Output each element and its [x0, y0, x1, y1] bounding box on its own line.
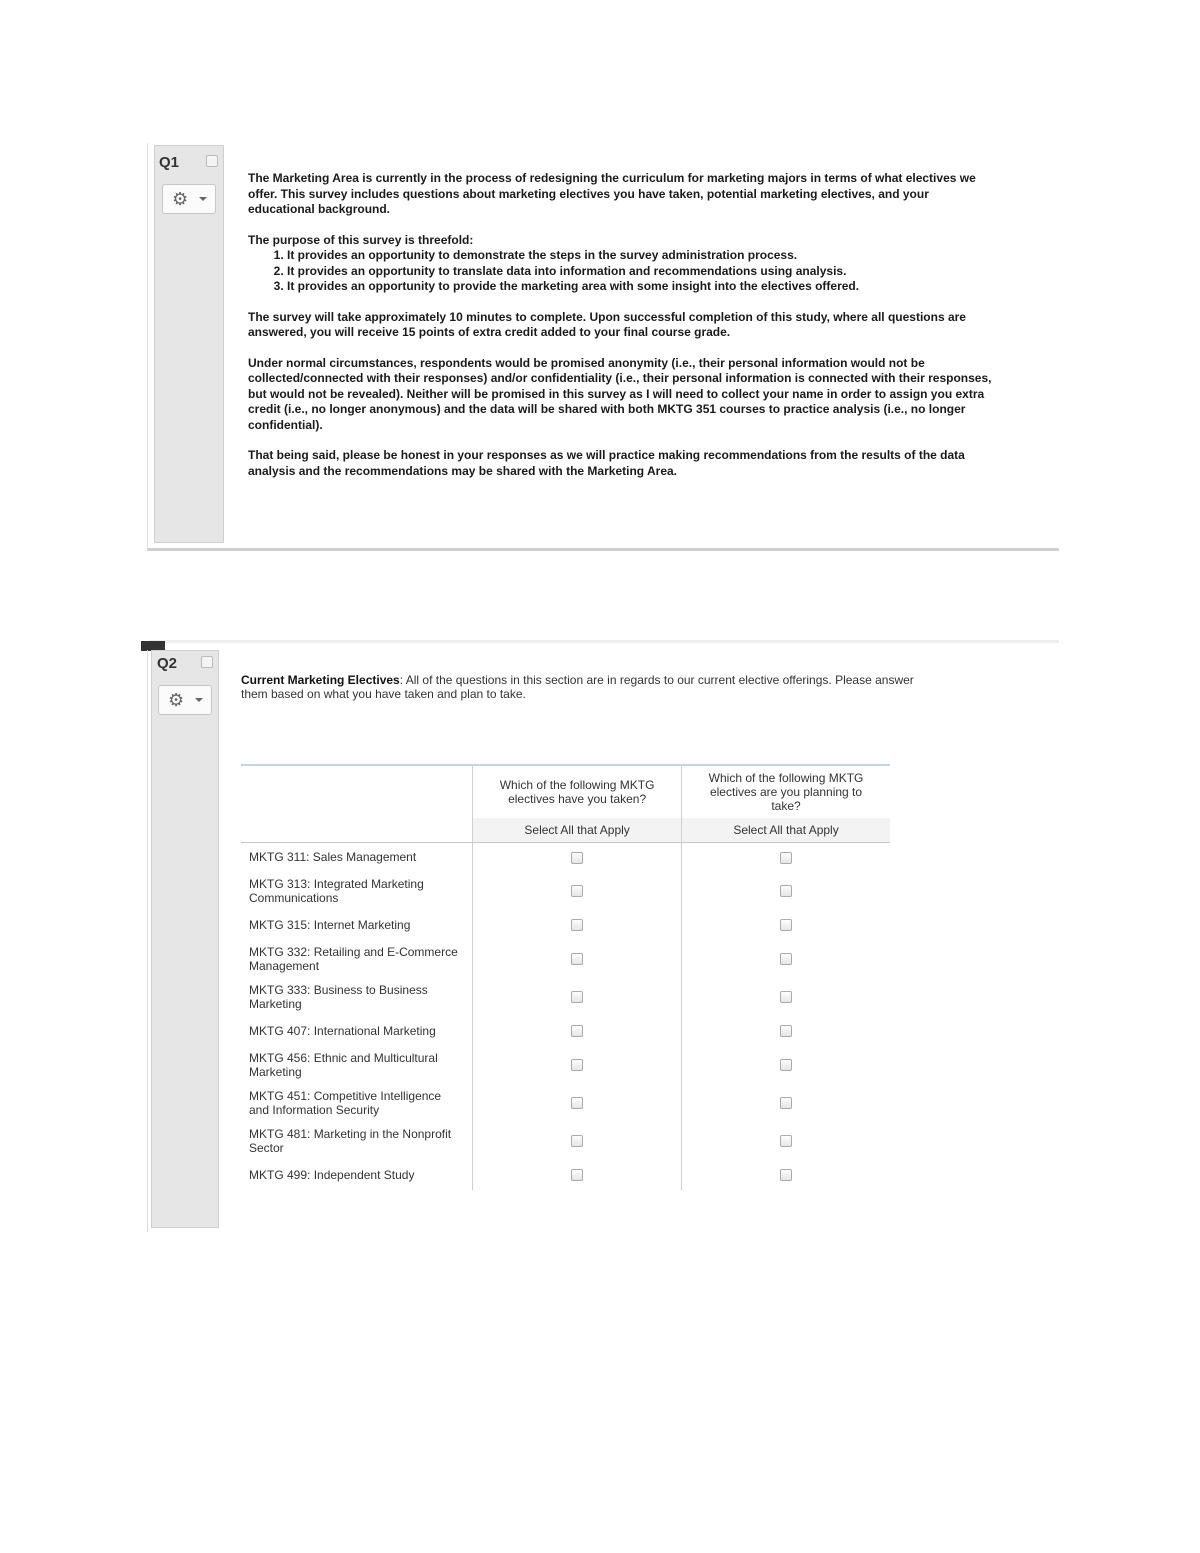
question-text-q2: [241, 673, 941, 701]
taken-checkbox[interactable]: [571, 1135, 583, 1147]
matrix-corner-cell: [241, 765, 473, 818]
table-row: [241, 1084, 890, 1122]
question-number: Q2: [157, 655, 178, 672]
planning-checkbox[interactable]: [780, 1097, 792, 1109]
question-divider: [149, 640, 1059, 643]
taken-checkbox[interactable]: [571, 991, 583, 1003]
taken-checkbox[interactable]: [571, 852, 583, 864]
taken-checkbox[interactable]: [571, 953, 583, 965]
taken-checkbox[interactable]: [571, 1025, 583, 1037]
gear-icon: ⚙: [172, 189, 189, 209]
question-sidebar-q1: [154, 145, 224, 543]
planning-checkbox[interactable]: [780, 852, 792, 864]
purpose-item: 1. It provides an opportunity to demonstrate the steps in the survey administration process.: [287, 248, 993, 264]
taken-checkbox[interactable]: [571, 1059, 583, 1071]
taken-checkbox[interactable]: [571, 1169, 583, 1181]
section-description: : All of the questions in this section are in regards to our current elective offerings. Please answer them based on what you have taken and plan to take.: [241, 673, 914, 701]
question-block-q1: [147, 143, 1059, 551]
table-row: [241, 1160, 890, 1190]
elective-label: MKTG 313: Integrated Marketing Communications: [249, 876, 424, 905]
question-options-button[interactable]: [158, 685, 212, 715]
electives-matrix-table: [241, 764, 890, 1190]
question-left-border: [147, 650, 148, 1232]
table-row: [241, 872, 890, 910]
honesty-paragraph: That being said, please be honest in your responses as we will practice making recommendations from the results of the data analysis and the recommendations may be shared with the Marketing Area.: [248, 448, 965, 478]
planning-checkbox[interactable]: [780, 991, 792, 1003]
elective-label: MKTG 481: Marketing in the Nonprofit Sector: [249, 1126, 452, 1155]
table-row: [241, 978, 890, 1016]
elective-label: MKTG 311: Sales Management: [249, 850, 417, 865]
planning-checkbox[interactable]: [780, 1135, 792, 1147]
question-text-q1: [248, 171, 993, 494]
question-sidebar-q2: [151, 650, 219, 1228]
caret-down-icon: [195, 698, 203, 702]
elective-label: MKTG 407: International Marketing: [249, 1023, 436, 1038]
planning-checkbox[interactable]: [780, 953, 792, 965]
column-subheader-taken: Select All that Apply: [473, 818, 682, 843]
elective-label: MKTG 333: Business to Business Marketing: [249, 982, 428, 1011]
table-row: [241, 940, 890, 978]
question-options-button[interactable]: [162, 184, 216, 214]
question-select-checkbox[interactable]: [206, 155, 218, 167]
purpose-title: The purpose of this survey is threefold:: [248, 232, 474, 247]
taken-checkbox[interactable]: [571, 885, 583, 897]
intro-paragraph: The Marketing Area is currently in the process of redesigning the curriculum for marketing majors in terms of what electives we offer. This survey includes questions about marketing electives you have taken, potential marketing electives, and your educational background.: [248, 171, 976, 216]
matrix-subheader-row: [241, 818, 890, 843]
section-title: Current Marketing Electives: [241, 673, 400, 687]
planning-checkbox[interactable]: [780, 885, 792, 897]
question-block-q2: [141, 640, 1059, 1232]
purpose-item: 2. It provides an opportunity to translate data into information and recommendations using analysis.: [287, 264, 993, 280]
caret-down-icon: [199, 197, 207, 201]
table-row: [241, 843, 890, 872]
gear-icon: ⚙: [168, 690, 185, 710]
column-header-taken: Which of the following MKTG electives have you taken?: [473, 765, 682, 818]
elective-label: MKTG 456: Ethnic and Multicultural Marketing: [249, 1050, 438, 1079]
table-row: [241, 1122, 890, 1160]
table-row: [241, 1046, 890, 1084]
column-subheader-planning: Select All that Apply: [682, 818, 890, 843]
planning-checkbox[interactable]: [780, 919, 792, 931]
elective-label: MKTG 332: Retailing and E-Commerce Management: [249, 944, 458, 973]
question-number: Q1: [159, 154, 180, 171]
elective-label: MKTG 315: Internet Marketing: [249, 917, 411, 932]
column-header-planning: Which of the following MKTG electives are you planning to take?: [682, 765, 890, 818]
taken-checkbox[interactable]: [571, 1097, 583, 1109]
taken-checkbox[interactable]: [571, 919, 583, 931]
duration-paragraph: The survey will take approximately 10 minutes to complete. Upon successful completion of this study, where all questions are answered, you will receive 15 points of extra credit added to your final course grade.: [248, 309, 966, 339]
purpose-list: [248, 248, 993, 295]
table-row: [241, 910, 890, 940]
table-row: [241, 1016, 890, 1046]
question-select-checkbox[interactable]: [201, 656, 213, 668]
purpose-item: 3. It provides an opportunity to provide the marketing area with some insight into the electives offered.: [287, 279, 993, 295]
elective-label: MKTG 451: Competitive Intelligence and Information Security: [249, 1088, 442, 1117]
matrix-header-row: [241, 765, 890, 818]
planning-checkbox[interactable]: [780, 1059, 792, 1071]
planning-checkbox[interactable]: [780, 1169, 792, 1181]
anonymity-paragraph: Under normal circumstances, respondents would be promised anonymity (i.e., their personal information would not be collected/connected with their responses) and/or confidentiality (i.e., their personal information is connected with their responses, but would not be revealed). Neither will be promised in this survey as I will need to collect your name in order to assign you extra credit (i.e., no longer anonymous) and the data will be shared with both MKTG 351 courses to practice analysis (i.e., no longer confidential).: [248, 355, 992, 432]
elective-label: MKTG 499: Independent Study: [249, 1167, 415, 1182]
planning-checkbox[interactable]: [780, 1025, 792, 1037]
matrix-corner-cell: [241, 818, 473, 843]
